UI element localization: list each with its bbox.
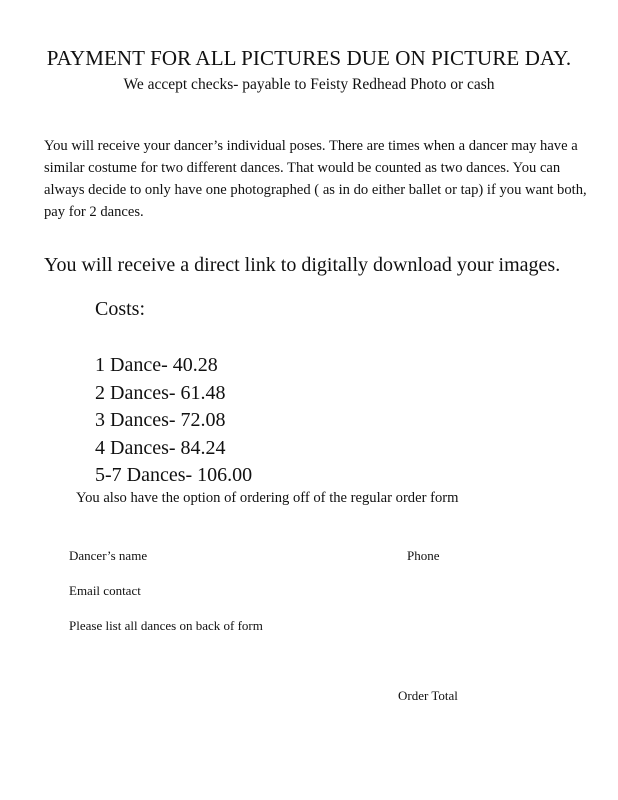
cost-item-4-dances: 4 Dances- 84.24 [95,436,226,459]
cost-item-1-dance: 1 Dance- 40.28 [95,354,218,376]
payment-methods-subtitle: We accept checks- payable to Feisty Redhead Photo or cash [123,76,495,93]
cost-item-2-dances: 2 Dances- 61.48 [95,381,226,404]
cost-item-3-dances: 3 Dances- 72.08 [95,409,226,432]
order-total-label: Order Total [398,688,458,703]
dancer-name-label: Dancer’s name [69,548,148,563]
download-notice: You will receive a direct link to digitally download your images. [44,254,561,276]
intro-paragraph: You will receive your dancer’s individual poses. There are times when a dancer may have a similar costume for two different dances. That would be counted as two dances. You can always decide to only have one photographed ( as in do either ballet or tap) if you want both, pay for 2 dances. [44,137,587,220]
cost-list [95,352,252,490]
order-form-option: You also have the option of ordering off of the regular order form [76,490,459,506]
phone-label: Phone [407,548,440,563]
costs-heading: Costs: [95,298,146,320]
cost-item-5-7-dances: 5-7 Dances- 106.00 [95,464,253,487]
dances-note-label: Please list all dances on back of form [69,618,263,633]
page-title: PAYMENT FOR ALL PICTURES DUE ON PICTURE DAY. [46,46,572,70]
email-contact-label: Email contact [69,583,141,598]
